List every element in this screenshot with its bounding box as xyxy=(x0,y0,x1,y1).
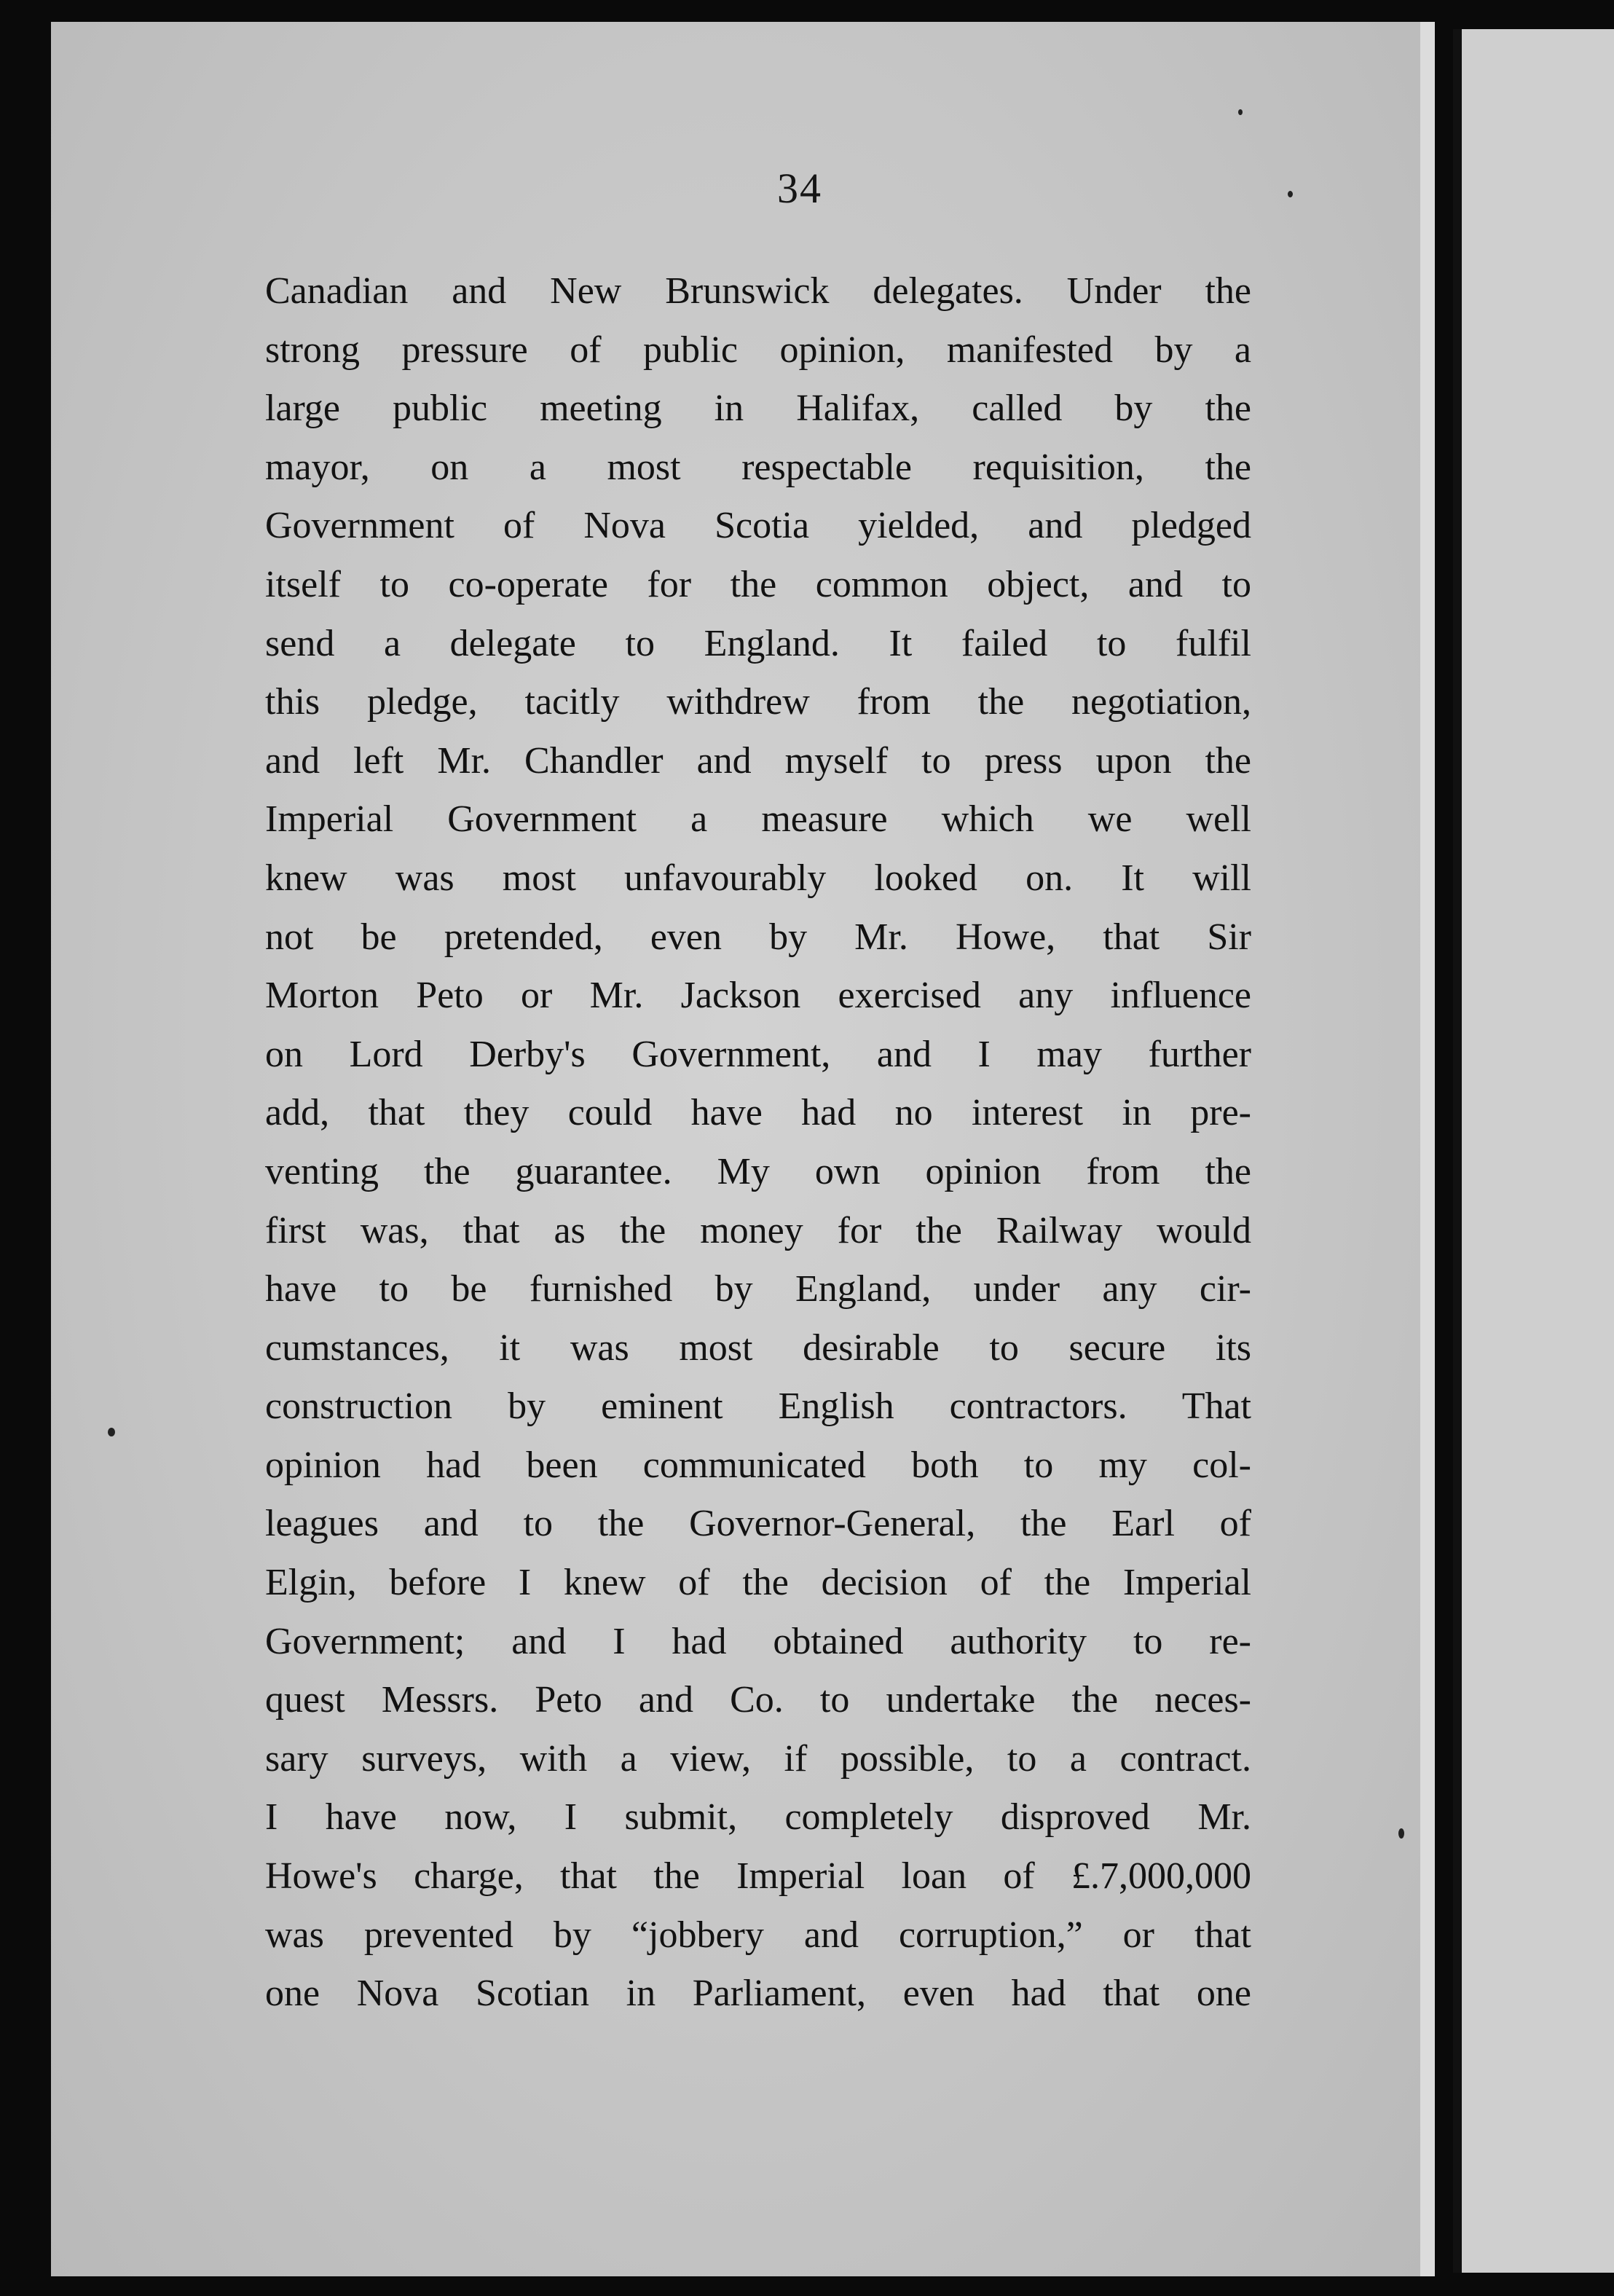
page-number xyxy=(0,164,1614,213)
text-line: this pledge, tacitly withdrew from the negotiation, xyxy=(265,681,1251,723)
text-line: on Lord Derby's Government, and I may further xyxy=(265,1033,1251,1075)
text-line: send a delegate to England. It failed to fulfil xyxy=(265,622,1251,664)
body-text xyxy=(265,262,1251,2024)
adjacent-page-edge xyxy=(1453,29,1614,2273)
text-line: and left Mr. Chandler and myself to press upon the xyxy=(265,739,1251,782)
scan-speck xyxy=(1398,1828,1404,1839)
text-line: cumstances, it was most desirable to secure its xyxy=(265,1326,1251,1369)
text-line: construction by eminent English contractors. That xyxy=(265,1385,1251,1428)
text-line: Canadian and New Brunswick delegates. Under the xyxy=(265,270,1251,312)
text-line: mayor, on a most respectable requisition, the xyxy=(265,446,1251,488)
text-line: first was, that as the money for the Railway would xyxy=(265,1209,1251,1251)
text-line: leagues and to the Governor-General, the Earl of xyxy=(265,1503,1251,1545)
text-line: large public meeting in Halifax, called by the xyxy=(265,388,1251,430)
text-line: itself to co-operate for the common object, and to xyxy=(265,563,1251,605)
text-line: venting the guarantee. My own opinion from the xyxy=(265,1150,1251,1192)
text-line: not be pretended, even by Mr. Howe, that Sir xyxy=(265,916,1251,958)
text-line: Government; and I had obtained authority to re- xyxy=(265,1620,1251,1662)
text-line: Government of Nova Scotia yielded, and pledged xyxy=(265,505,1251,547)
text-line: have to be furnished by England, under any cir- xyxy=(265,1268,1251,1310)
text-line: I have now, I submit, completely disproved Mr. xyxy=(265,1796,1251,1839)
text-line: knew was most unfavourably looked on. It will xyxy=(265,857,1251,899)
text-line: Howe's charge, that the Imperial loan of £.7,000,000 xyxy=(265,1855,1251,1898)
scan-speck xyxy=(1238,109,1243,115)
scan-speck xyxy=(108,1428,115,1436)
text-line: one Nova Scotian in Parliament, even had that one xyxy=(265,1973,1251,2015)
page-edge xyxy=(1420,22,1435,2276)
text-line: was prevented by “jobbery and corruption,” or that xyxy=(265,1914,1251,1956)
text-line: Morton Peto or Mr. Jackson exercised any influence xyxy=(265,975,1251,1017)
text-line: Elgin, before I knew of the decision of the Imperial xyxy=(265,1562,1251,1604)
text-line: quest Messrs. Peto and Co. to undertake the neces- xyxy=(265,1679,1251,1721)
text-line: Imperial Government a measure which we well xyxy=(265,798,1251,841)
text-line: sary surveys, with a view, if possible, to a contract. xyxy=(265,1737,1251,1780)
text-line: strong pressure of public opinion, manifested by a xyxy=(265,329,1251,371)
text-line: add, that they could have had no interest in pre- xyxy=(265,1092,1251,1134)
text-line: opinion had been communicated both to my col- xyxy=(265,1444,1251,1486)
page-number-text: 34 xyxy=(777,165,822,212)
